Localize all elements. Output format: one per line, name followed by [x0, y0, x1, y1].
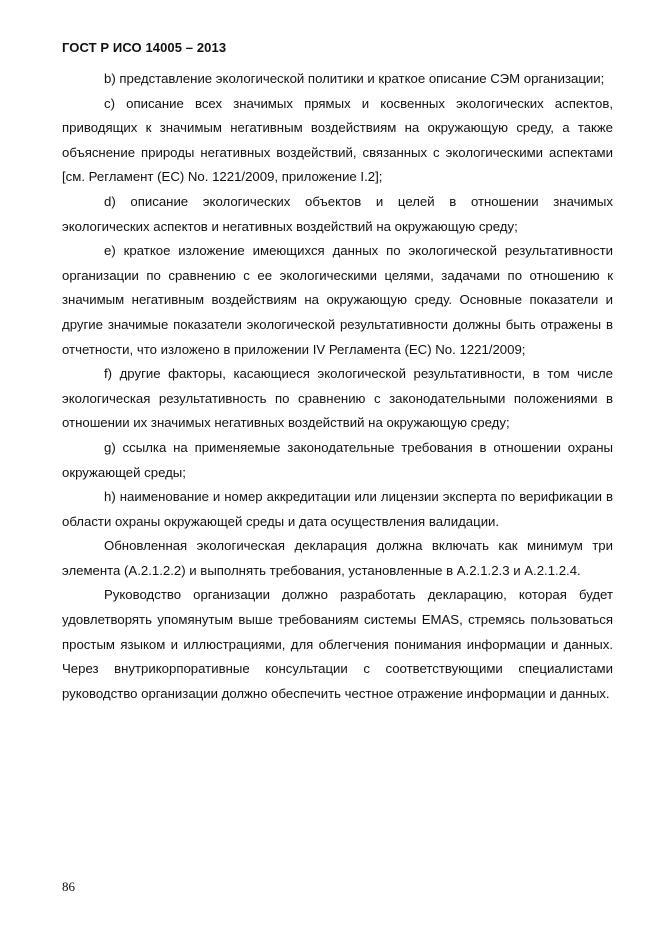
- list-item-f: f) другие факторы, касающиеся экологической результативности, в том числе экологическая результативность по сравнению с законодательными положениями в отношении их значимых негативных воздействий на окружающую среду;: [62, 366, 613, 431]
- paragraph-management-declaration: Руководство организации должно разработать декларацию, которая будет удовлетворять упомянутым выше требованиям системы EMAS, стремясь пользоваться простым языком и иллюстрациями, для облегчения понимания информации и данных. Через внутрикорпоративные консультации с соответствующими специалистами руководство организации должно обеспечить честное отражение информации и данных.: [62, 587, 613, 701]
- list-item-d: d) описание экологических объектов и целей в отношении значимых экологических аспектов и негативных воздействий на окружающую среду;: [62, 193, 613, 234]
- list-item-e: e) краткое изложение имеющихся данных по экологической результативности организации по сравнению с ее экологическими целями, задачами по отношению к значимым негативным воздействиям на окружающую среду. Основные показатели и другие значимые показатели экологической результативности должны быть отражены в отчетности, что изложено в приложении IV Регламента (ЕС) No. 1221/2009;: [62, 243, 613, 357]
- document-body: [62, 67, 613, 706]
- page-number: 86: [62, 879, 75, 894]
- list-item-b: b) представление экологической политики и краткое описание СЭМ организации;: [104, 71, 605, 86]
- list-item-c: c) описание всех значимых прямых и косвенных экологических аспектов, приводящих к значимым негативным воздействиям на окружающую среду, а также объяснение природы негативных воздействий, связанных с экологическими аспектами [см. Регламент (ЕС) No. 1221/2009, приложение I.2];: [62, 95, 613, 185]
- list-item-g: g) ссылка на применяемые законодательные требования в отношении охраны окружающей среды;: [62, 439, 613, 480]
- list-item-h: h) наименование и номер аккредитации или лицензии эксперта по верификации в области охраны окружающей среды и дата осуществления валидации.: [62, 489, 613, 529]
- paragraph-updated-declaration: Обновленная экологическая декларация должна включать как минимум три элемента (А.2.1.2.2) и выполнять требования, установленные в А.2.1.2.3 и А.2.1.2.4.: [62, 538, 613, 578]
- standard-header: ГОСТ Р ИСО 14005 – 2013: [62, 40, 227, 55]
